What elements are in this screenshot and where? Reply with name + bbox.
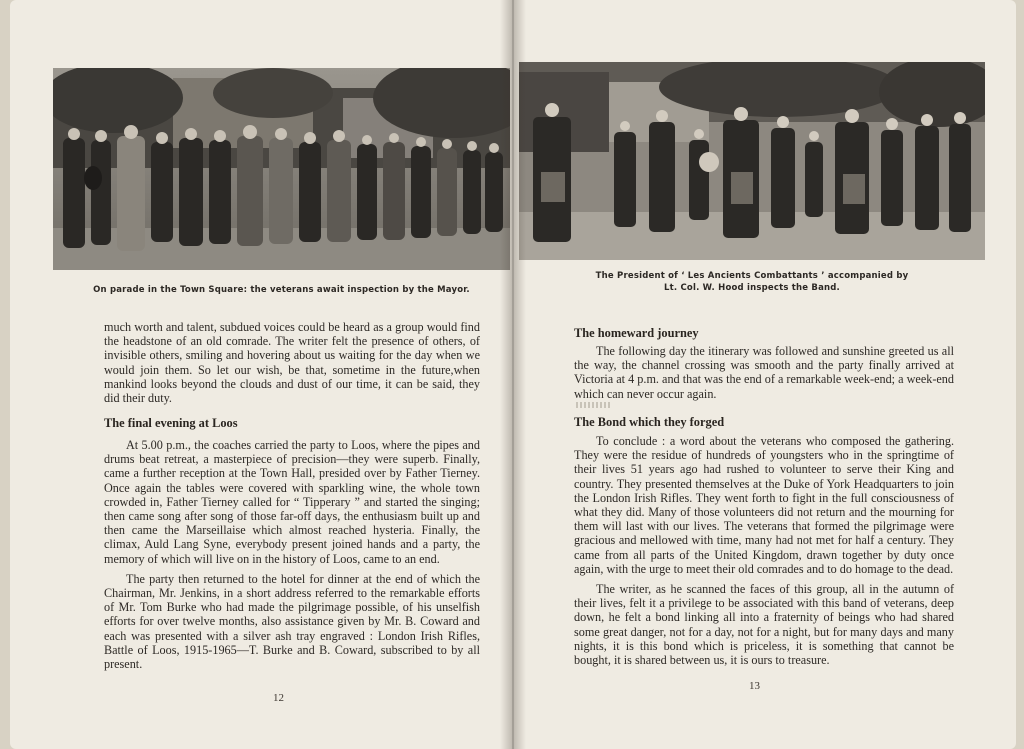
left-page [10, 0, 512, 749]
right-caption-line-2: Lt. Col. W. Hood inspects the Band. [664, 283, 840, 293]
final-evening-paragraph-2: The party then returned to the hotel for dinner at the end of which the Chairman, Mr. Jenkins, in a short address referred to the remarkable efforts of Mr. Tom Burke who had made the pilgrimage possible, of his unselfish efforts for over twelve months, also assistance given by Mr. B. Coward and each was presented with a silver ash tray engraved : London Irish Rifles, Battle of Loos, 1915-1965—T. Burke and B. Coward, subscribed to by all present. [104, 571, 480, 672]
left-photo-caption: On parade in the Town Square: the veterans await inspection by the Mayor. [93, 285, 470, 295]
book-gutter [500, 0, 526, 749]
right-photo-caption [519, 270, 985, 294]
bond-paragraph-1: To conclude : a word about the veterans who composed the gathering. They were the residue of hundreds of youngsters who in the springtime of their lives 51 years ago had rushed to volunteer to serve their King and country. They presented themselves at the Duke of York Headquarters to join the London Irish Rifles. They went forth to fight in the full consciousness of what they did. Many of those volunteers did not return and the mourning for them will last with our lives. The veterans that formed the pilgrimage were gracious and mellowed with time, many had not met for half a century. They came from all parts of the United Kingdom, drawn together by duty once again, with the urge to meet their old comrades and to do homage to the dead. [574, 434, 954, 576]
homeward-paragraph: The following day the itinerary was followed and sunshine greeted us all the way, the channel crossing was smooth and the party finally arrived at Victoria at 4 p.m. and that was the end of a remarkable week-end; a week-end which can never occur again. [574, 344, 954, 401]
section-heading-final-evening: The final evening at Loos [104, 416, 238, 430]
left-intro-paragraph [104, 320, 480, 411]
right-caption-line-1: The President of ‘ Les Ancients Combattants ’ accompanied by [595, 271, 909, 281]
bond-text [574, 434, 954, 673]
section-heading-homeward: The homeward journey [574, 326, 699, 340]
final-evening-paragraph-1: At 5.00 p.m., the coaches carried the party to Loos, where the pipes and drums beat retreat, a masterpiece of precision—they were superb. Finally, came a further reception at the Town Hall, presided over by Father Tierney. Once again the tables were covered with sparkling wine, the whole town crowded in, Father Tierney called for “ Tipperary ” and started the singing; then came song after song of those far-off days, the enthusiasm built up and then came the Marseillaise which almost reached hysteria. Finally, the climax, Auld Lang Syne, everybody present joined hands and a party, the memory of which will live on in the history of Loos, came to an end. [104, 438, 480, 566]
veterans-parade-photo [53, 68, 510, 270]
left-body-text [104, 438, 480, 677]
page-number-left: 12 [273, 692, 284, 704]
print-smudge [576, 402, 612, 408]
right-page [512, 0, 1016, 749]
page-number-right: 13 [749, 680, 760, 692]
homeward-text [574, 344, 954, 407]
bond-paragraph-2: The writer, as he scanned the faces of this group, all in the autumn of their lives, felt it a privilege to be associated with this band of veterans, deep down, he felt a bond linking all into a fraternity of beings who had shared some great danger, not for a day, not for a night, but for many days and many nights, it is this bond which is priceless, it is something that cannot be bought, it is shared between us, it is ours to treasure. [574, 582, 954, 668]
section-heading-bond: The Bond which they forged [574, 415, 725, 429]
intro-paragraph-text: much worth and talent, subdued voices could be heard as a group would find the headstone of an old comrade. The writer felt the presence of others, of invisible others, smiling and hovering about us waiting for the day when we would join them. So let our wish, be that, sometime in the future,when mankind looks beyond the clouds and dust of our time, it can be said, they did their duty. [104, 320, 480, 406]
band-inspection-photo [519, 62, 985, 260]
